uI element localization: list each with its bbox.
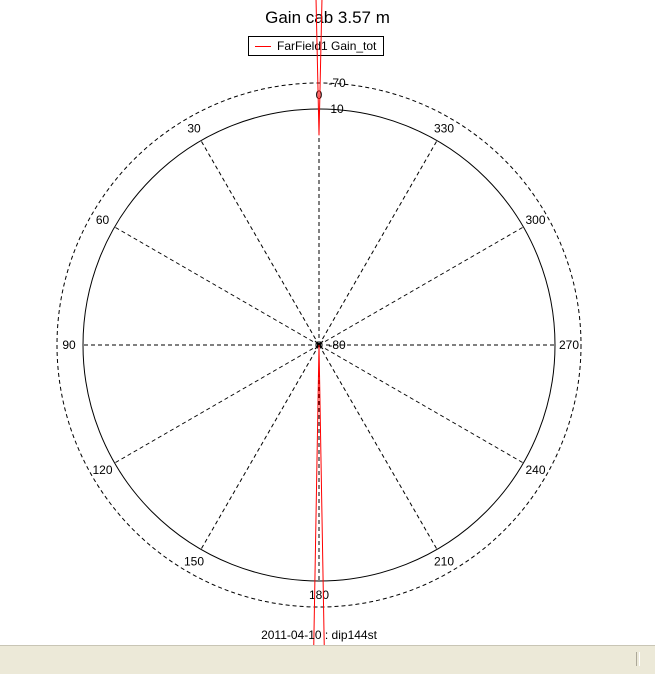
- grid-spoke: [319, 141, 437, 345]
- radial-tick-label: 10: [330, 102, 344, 116]
- grid-spoke: [115, 345, 319, 463]
- angle-tick-label: 120: [92, 463, 113, 477]
- grid-spoke: [115, 227, 319, 345]
- angle-tick-label: 0: [315, 88, 323, 102]
- angle-tick-label: 270: [558, 338, 580, 352]
- angle-tick-label: 210: [433, 554, 455, 569]
- angle-tick-label: 330: [433, 121, 455, 136]
- legend-label: FarField1 Gain_tot: [277, 39, 377, 53]
- angle-tick-label: 150: [183, 554, 205, 569]
- grid-spoke: [319, 345, 437, 549]
- status-bar-separator: [636, 652, 640, 666]
- angle-tick-label: 300: [525, 213, 546, 227]
- footer-caption: 2011-04-10 : dip144st: [261, 628, 377, 642]
- chart-title: Gain cab 3.57 m: [265, 8, 390, 27]
- radial-tick-label: -80: [328, 338, 346, 352]
- angle-tick-label: 30: [187, 121, 201, 136]
- angle-tick-label: 240: [525, 463, 546, 477]
- radial-tick-label: -70: [328, 76, 346, 90]
- grid-spoke: [319, 345, 523, 463]
- grid-spoke: [319, 227, 523, 345]
- grid-spoke: [201, 345, 319, 549]
- grid-spoke: [201, 141, 319, 345]
- angle-tick-label: 180: [308, 588, 330, 602]
- angle-tick-label: 90: [62, 338, 76, 352]
- angle-tick-label: 60: [95, 213, 110, 227]
- status-bar: [0, 645, 655, 674]
